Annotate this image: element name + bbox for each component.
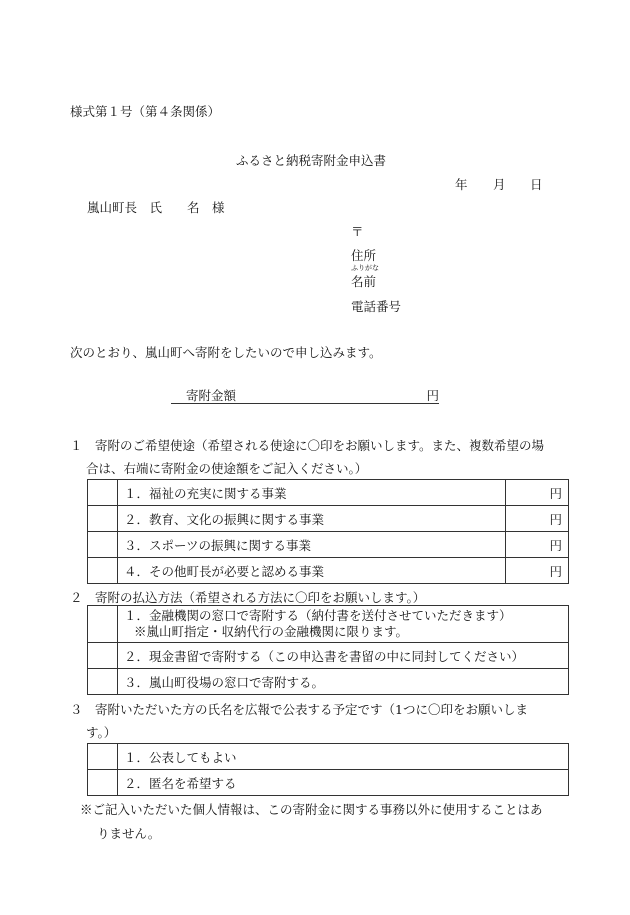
selection-cell[interactable] [88, 558, 118, 584]
usage-amount-cell[interactable]: 円 [506, 558, 569, 584]
table-row [88, 744, 569, 770]
usage-table [87, 479, 569, 584]
table-row [88, 480, 569, 506]
phone-label: 電話番号 [351, 299, 402, 314]
section3-heading: ３ 寄附いただいた方の氏名を広報で公表する予定です（1つに〇印をお願いしま [70, 702, 528, 717]
payment-option-text: １．金融機関の窓口で寄附する（納付書を送付させていただきます） [124, 608, 512, 623]
selection-cell[interactable] [88, 770, 118, 796]
payment-table [87, 605, 569, 695]
amount-label: 寄附金額 [186, 388, 237, 403]
date-month: 月 [493, 177, 506, 192]
privacy-note: ※ご記入いただいた個人情報は、この寄附金に関する事務以外に使用することはあ [80, 802, 543, 817]
publicity-label: １．公表してもよい [118, 744, 569, 770]
selection-cell[interactable] [88, 606, 118, 643]
selection-cell[interactable] [88, 744, 118, 770]
date-year: 年 [455, 177, 468, 192]
section3-heading-cont: す。） [86, 725, 117, 740]
payment-label: ３．嵐山町役場の窓口で寄附する。 [118, 669, 569, 695]
postal-mark: 〒 [351, 224, 364, 239]
section2-heading: ２ 寄附の払込方法（希望される方法に〇印をお願いします。） [70, 590, 426, 605]
publicity-label: ２．匿名を希望する [118, 770, 569, 796]
amount-unit: 円 [426, 388, 439, 403]
section1-heading: １ 寄附のご希望使途（希望される使途に〇印をお願いします。また、複数希望の場 [70, 438, 545, 453]
addressee: 嵐山町長 氏 名 様 [87, 200, 225, 215]
selection-cell[interactable] [88, 506, 118, 532]
amount-line [171, 386, 439, 404]
usage-amount-cell[interactable]: 円 [506, 480, 569, 506]
publicity-table [87, 743, 569, 796]
usage-label: ２．教育、文化の振興に関する事業 [118, 506, 506, 532]
name-ruby: ふりがな [351, 264, 379, 272]
date-day: 日 [530, 177, 543, 192]
address-label: 住所 [351, 248, 377, 263]
payment-label: ２．現金書留で寄附する（この申込書を書留の中に同封してください） [118, 643, 569, 669]
name-text: 名前 [351, 274, 377, 289]
name-label [351, 264, 379, 290]
table-row [88, 532, 569, 558]
form-title: ふるさと納税寄附金申込書 [236, 153, 387, 168]
table-row [88, 606, 569, 643]
table-row [88, 506, 569, 532]
selection-cell[interactable] [88, 532, 118, 558]
usage-label: ４．その他町長が必要と認める事業 [118, 558, 506, 584]
table-row [88, 558, 569, 584]
usage-amount-cell[interactable]: 円 [506, 506, 569, 532]
selection-cell[interactable] [88, 669, 118, 695]
usage-label: ３．スポーツの振興に関する事業 [118, 532, 506, 558]
usage-label: １．福祉の充実に関する事業 [118, 480, 506, 506]
table-row [88, 669, 569, 695]
payment-label [118, 606, 569, 643]
table-row [88, 643, 569, 669]
usage-amount-cell[interactable]: 円 [506, 532, 569, 558]
privacy-note-cont: りません。 [97, 826, 161, 841]
selection-cell[interactable] [88, 643, 118, 669]
form-number: 様式第１号（第４条関係） [70, 104, 221, 119]
payment-option-note: ※嵐山町指定・収納代行の金融機関に限ります。 [134, 624, 409, 639]
section1-heading-cont: 合は、右端に寄附金の使途額をご記入ください。） [86, 461, 368, 476]
selection-cell[interactable] [88, 480, 118, 506]
table-row [88, 770, 569, 796]
intro-text: 次のとおり、嵐山町へ寄附をしたいので申し込みます。 [70, 345, 382, 360]
